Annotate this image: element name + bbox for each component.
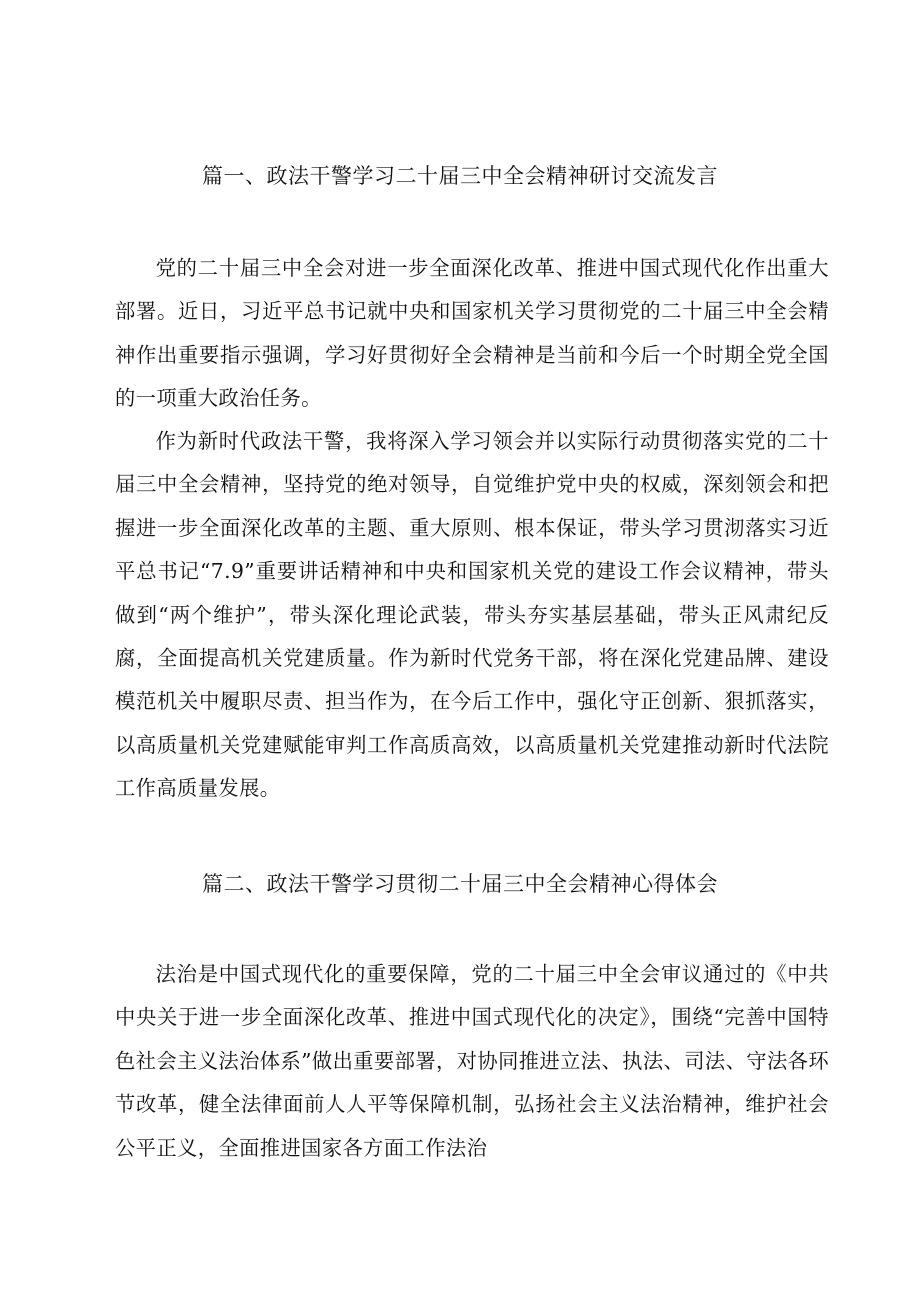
section2-paragraph-1: 法治是中国式现代化的重要保障，党的二十届三中全会审议通过的《中共中央关于进一步全面深化改革、推进中国式现代化的决定》，围绕“完善中国特色社会主义法治体系”做出重要部署，对协同推进立法、执法、司法、守法各环节改革，健全法律面前人人平等保障机制，弘扬社会主义法治精神，维护社会公平正义，全面推进国家各方面工作法治 (115, 962, 829, 1160)
section2-title: 篇二、政法干警学习贯彻二十届三中全会精神心得体会 (202, 872, 718, 896)
section2-body (0, 953, 920, 1168)
section1-paragraph-1: 党的二十届三中全会对进一步全面深化改革、推进中国式现代化作出重大部署。近日，习近平总书记就中央和国家机关学习贯彻党的二十届三中全会精神作出重要指示强调，学习好贯彻好全会精神是当前和今后一个时期全党全国的一项重大政治任务。 (115, 256, 829, 411)
section1-paragraph-2: 作为新时代政法干警，我将深入学习领会并以实际行动贯彻落实党的二十届三中全会精神，坚持党的绝对领导，自觉维护党中央的权威，深刻领会和把握进一步全面深化改革的主题、重大原则、根本保证，带头学习贯沏落实习近平总书记“7.9”重要讲话精神和中央和国家机关党的建设工作会议精神，带头做到“两个维护”，带头深化理论武装，带头夯实基层基础，带头正风肃纪反腐，全面提高机关党建质量。作为新时代党务干部，将在深化党建品牌、建设模范机关中履职尽责、担当作为，在今后工作中，强化守正创新、狠抓落实，以高质量机关党建赋能审判工作高质高效，以高质量机关党建推动新时代法院工作高质量发展。 (115, 429, 829, 801)
section1-title: 篇一、政法干警学习二十届三中全会精神研讨交流发言 (202, 164, 718, 188)
